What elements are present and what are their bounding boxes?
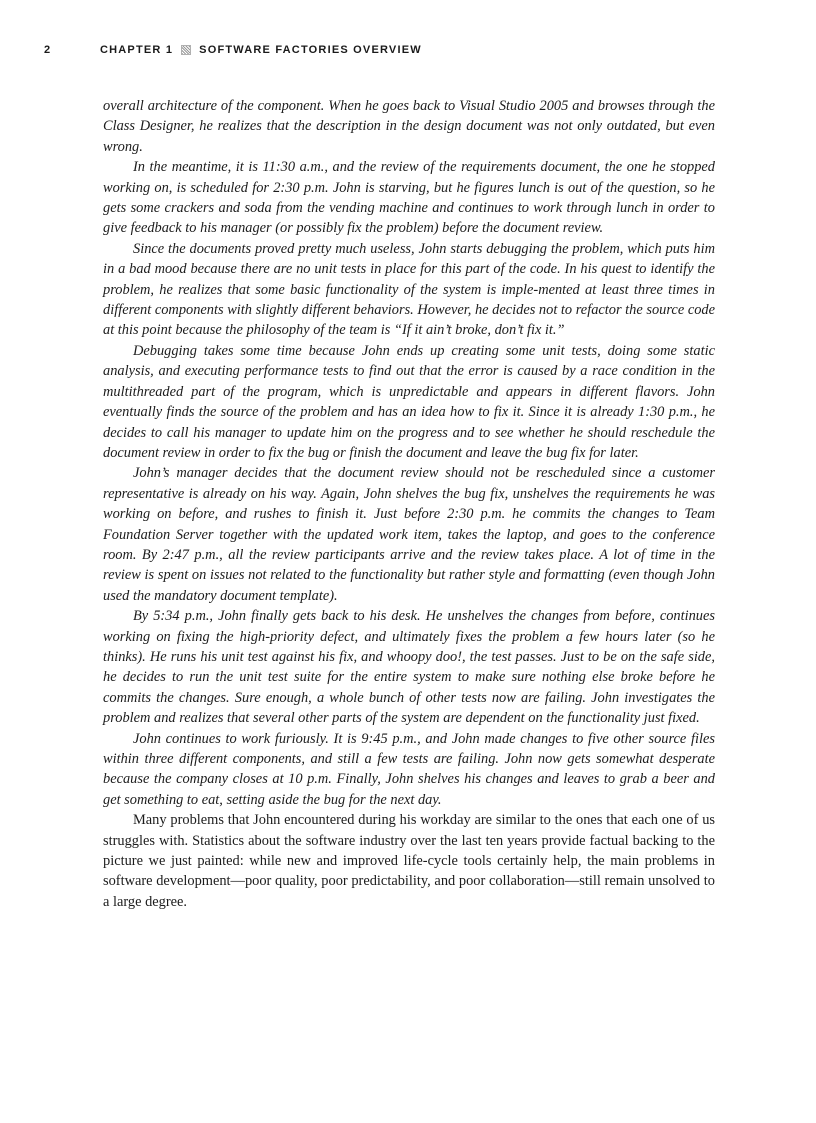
- paragraph-continued: overall architecture of the component. When he goes back to Visual Studio 2005 and browses through the Class Designer, he realizes that the description in the design document was not only outdated, but even wrong.: [103, 98, 715, 155]
- chapter-label: CHAPTER 1: [100, 44, 174, 56]
- paragraph: John continues to work furiously. It is 9:45 p.m., and John made changes to five other source files within three different components, and still a few tests are failing. John now gets somewhat desperate because the company closes at 10 p.m. Finally, John shelves his changes and leaves to grab a beer and get something to eat, setting aside the bug for the next day.: [103, 730, 715, 808]
- paragraph-summary: Many problems that John encountered during his workday are similar to the ones that each one of us struggles with. Statistics about the software industry over the last ten years provide factual backing to the picture we just painted: while new and improved life-cycle tools certainly help, the main problems in software development—poor quality, poor predictability, and poor collaboration—still remain unsolved to a large degree.: [103, 812, 715, 910]
- header-separator-icon: [181, 45, 191, 55]
- paragraph: Since the documents proved pretty much useless, John starts debugging the problem, which puts him in a bad mood because there are no unit tests in place for this part of the code. In his quest to identify the problem, he realizes that some basic functionality of the system is imple-mented at least three times in different components with slightly different behaviors. However, he decides not to refactor the source code at this point because the philosophy of the team is “If it ain’t broke, don’t fix it.”: [103, 240, 715, 339]
- paragraph: John’s manager decides that the document review should not be rescheduled since a customer representative is already on his way. Again, John shelves the bug fix, unshelves the requirements he was working on before, and rushes to finish it. Just before 2:30 p.m. he commits the changes to Team Foundation Server together with the updated work item, takes the laptop, and goes to the conference room. By 2:47 p.m., all the review participants arrive and the review takes place. A lot of time in the review is spent on issues not related to the functionality but rather style and formatting (even though John used the mandatory document template).: [103, 465, 715, 604]
- section-title: SOFTWARE FACTORIES OVERVIEW: [199, 44, 422, 56]
- paragraph: In the meantime, it is 11:30 a.m., and the review of the requirements document, the one he stopped working on, is scheduled for 2:30 p.m. John is starving, but he figures lunch is out of the question, so he gets some crackers and soda from the vending machine and continues to work through lunch in order to give feedback to his manager (or possibly fix the problem) before the document review.: [103, 159, 715, 237]
- running-header: [44, 40, 764, 60]
- page-number: 2: [44, 44, 52, 56]
- paragraph: Debugging takes some time because John ends up creating some unit tests, doing some static analysis, and executing performance tests to find out that the error is caused by a race condition in the multithreaded part of the program, which is unpredictable and appears in different flavors. John eventually finds the source of the problem and has an idea how to fix it. Since it is already 1:30 p.m., he decides to call his manager to update him on the progress and to see whether he should reschedule the document review in order to fix the bug or finish the document and leave the bug fix for later.: [103, 342, 715, 461]
- paragraph: By 5:34 p.m., John finally gets back to his desk. He unshelves the changes from before, continues working on fixing the high-priority defect, and ultimately fixes the problem a few hours later (so he thinks). He runs his unit test against his fix, and whoopy doo!, the test passes. Just to be on the safe side, he decides to run the unit test suite for the entire system to make sure nothing else broke before he commits the changes. Sure enough, a whole bunch of other tests now are failing. John investigates the problem and realizes that several other parts of the system are dependent on the functionality just fixed.: [103, 608, 715, 727]
- body-text: [103, 96, 715, 912]
